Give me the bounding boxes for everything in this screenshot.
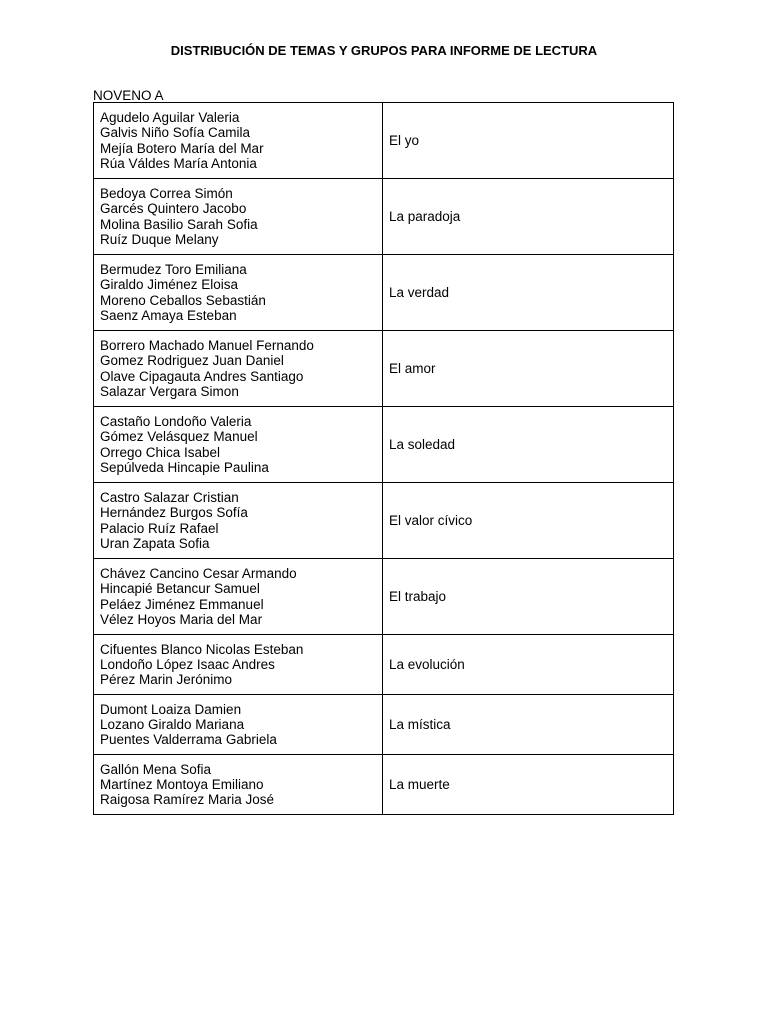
member-name: Molina Basilio Sarah Sofia (100, 216, 258, 232)
member-name: Dumont Loaiza Damien (100, 701, 242, 717)
member-name: Olave Cipagauta Andres Santiago (100, 368, 304, 384)
members-cell (94, 103, 383, 179)
member-name: Peláez Jiménez Emmanuel (100, 596, 264, 612)
topic-cell: La soledad (383, 407, 674, 483)
member-name: Bedoya Correa Simón (100, 186, 233, 202)
members-cell (94, 407, 383, 483)
members-cell (94, 559, 383, 635)
member-name: Puentes Valderrama Gabriela (100, 732, 277, 748)
member-name: Castro Salazar Cristian (100, 490, 239, 506)
topic-cell: La evolución (383, 635, 674, 695)
member-name: Salazar Vergara Simon (100, 383, 239, 399)
table-row (94, 179, 674, 255)
members-cell (94, 755, 383, 815)
members-cell (94, 331, 383, 407)
member-name: Sepúlveda Hincapie Paulina (100, 459, 269, 475)
member-name: Hernández Burgos Sofía (100, 505, 248, 521)
table-row (94, 635, 674, 695)
member-name: Saenz Amaya Esteban (100, 307, 237, 323)
member-name: Galvis Niño Sofía Camila (100, 125, 251, 141)
member-name: Cifuentes Blanco Nicolas Esteban (100, 641, 304, 657)
members-cell (94, 483, 383, 559)
topic-cell: El yo (383, 103, 674, 179)
member-name: Bermudez Toro Emiliana (100, 262, 247, 278)
member-name: Borrero Machado Manuel Fernando (100, 338, 314, 354)
member-name: Ruíz Duque Melany (100, 231, 219, 247)
member-name: Mejía Botero María del Mar (100, 140, 264, 156)
table-row (94, 331, 674, 407)
table-row (94, 559, 674, 635)
member-name: Giraldo Jiménez Eloisa (100, 277, 239, 293)
table-row (94, 103, 674, 179)
member-name: Lozano Giraldo Mariana (100, 716, 245, 732)
member-name: Agudelo Aguilar Valeria (100, 110, 240, 126)
member-name: Londoño López Isaac Andres (100, 656, 275, 672)
topic-cell: El trabajo (383, 559, 674, 635)
members-cell (94, 635, 383, 695)
member-name: Martínez Montoya Emiliano (100, 776, 264, 792)
member-name: Rúa Váldes María Antonia (100, 155, 257, 171)
table-row (94, 483, 674, 559)
group-label: NOVENO A (93, 88, 164, 103)
topic-cell: La paradoja (383, 179, 674, 255)
topic-cell: El valor cívico (383, 483, 674, 559)
topic-cell: El amor (383, 331, 674, 407)
groups-table-body (94, 103, 674, 815)
member-name: Gomez Rodriguez Juan Daniel (100, 353, 284, 369)
member-name: Raigosa Ramírez Maria José (100, 792, 275, 808)
member-name: Moreno Ceballos Sebastián (100, 292, 266, 308)
groups-table (93, 102, 674, 815)
table-row (94, 255, 674, 331)
member-name: Palacio Ruíz Rafael (100, 520, 219, 536)
member-name: Garcés Quintero Jacobo (100, 201, 247, 217)
member-name: Orrego Chica Isabel (100, 444, 221, 460)
table-row (94, 695, 674, 755)
topic-cell: La verdad (383, 255, 674, 331)
member-name: Castaño Londoño Valeria (100, 414, 252, 430)
topic-cell: La mística (383, 695, 674, 755)
topic-cell: La muerte (383, 755, 674, 815)
members-cell (94, 255, 383, 331)
members-cell (94, 179, 383, 255)
members-cell (94, 695, 383, 755)
document-title: DISTRIBUCIÓN DE TEMAS Y GRUPOS PARA INFORME DE LECTURA (170, 43, 598, 58)
table-row (94, 407, 674, 483)
member-name: Gallón Mena Sofia (100, 761, 212, 777)
table-row (94, 755, 674, 815)
member-name: Hincapié Betancur Samuel (100, 581, 260, 597)
member-name: Vélez Hoyos Maria del Mar (100, 611, 263, 627)
member-name: Uran Zapata Sofia (100, 535, 210, 551)
member-name: Pérez Marin Jerónimo (100, 672, 233, 688)
member-name: Chávez Cancino Cesar Armando (100, 566, 297, 582)
member-name: Gómez Velásquez Manuel (100, 429, 258, 445)
